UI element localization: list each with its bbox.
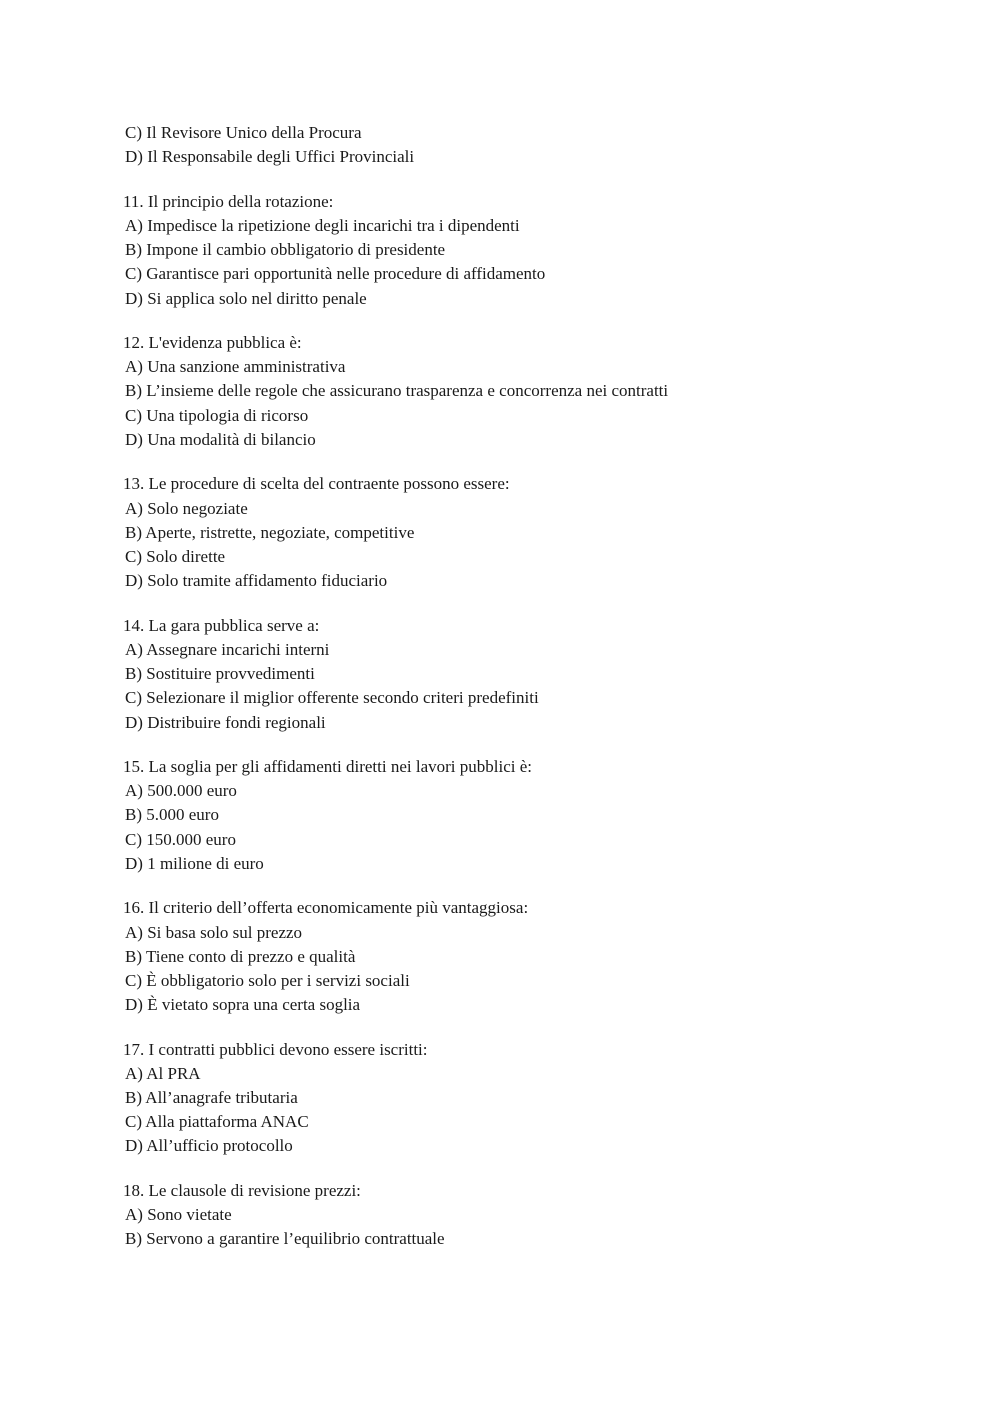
option-c: C) Il Revisore Unico della Procura: [125, 123, 362, 142]
question-text: 18. Le clausole di revisione prezzi:: [123, 1181, 361, 1201]
option-a: A) Una sanzione amministrativa: [125, 357, 346, 377]
option-c: C) Alla piattaforma ANAC: [125, 1112, 309, 1132]
option-b: B) Aperte, ristrette, negoziate, competitive: [125, 522, 415, 542]
option-d: D) Solo tramite affidamento fiduciario: [125, 571, 388, 591]
option-c: C) Garantisce pari opportunità nelle procedure di affidamento: [125, 264, 546, 284]
option-a: A) Impedisce la ripetizione degli incarichi tra i dipendenti: [125, 215, 520, 235]
question-18: [123, 1179, 883, 1252]
option-d: D) Il Responsabile degli Uffici Provinciali: [125, 147, 415, 167]
option-d: D) Una modalità di bilancio: [125, 429, 316, 449]
question-text: 12. L'evidenza pubblica è:: [123, 333, 302, 353]
question-text: 17. I contratti pubblici devono essere iscritti:: [123, 1039, 428, 1059]
quiz-content: [123, 121, 883, 1272]
question-16: [123, 896, 883, 1017]
option-b: B) All’anagrafe tributaria: [125, 1088, 298, 1108]
option-c: C) Solo dirette: [125, 546, 226, 566]
option-b: B) Tiene conto di prezzo e qualità: [125, 946, 356, 966]
option-a: A) Assegnare incarichi interni: [125, 639, 330, 659]
option-a: A) Si basa solo sul prezzo: [125, 922, 303, 942]
option-b: B) Servono a garantire l’equilibrio contrattuale: [125, 1229, 445, 1249]
option-c: C) Una tipologia di ricorso: [125, 405, 309, 425]
option-a: A) 500.000 euro: [125, 781, 237, 801]
question-14: [123, 614, 883, 735]
option-a: A) Al PRA: [125, 1063, 201, 1083]
question-text: 16. Il criterio dell’offerta economicamente più vantaggiosa:: [123, 898, 529, 918]
option-c: C) Selezionare il miglior offerente secondo criteri predefiniti: [125, 688, 539, 708]
option-b: B) 5.000 euro: [125, 805, 219, 825]
question-17: [123, 1038, 883, 1159]
question-12: [123, 331, 883, 452]
question-text: 13. Le procedure di scelta del contraente possono essere:: [123, 474, 510, 494]
option-b: B) Impone il cambio obbligatorio di presidente: [125, 240, 446, 260]
option-d: D) All’ufficio protocollo: [125, 1136, 293, 1156]
question-text: 14. La gara pubblica serve a:: [123, 615, 320, 635]
option-b: B) L’insieme delle regole che assicurano trasparenza e concorrenza nei contratti: [125, 381, 669, 401]
carryover-options: [123, 121, 883, 169]
option-d: D) 1 milione di euro: [125, 853, 264, 873]
option-d: D) È vietato sopra una certa soglia: [125, 995, 361, 1015]
option-a: A) Sono vietate: [125, 1205, 232, 1225]
option-d: D) Si applica solo nel diritto penale: [125, 288, 367, 308]
option-a: A) Solo negoziate: [125, 498, 248, 518]
option-c: C) È obbligatorio solo per i servizi sociali: [125, 970, 410, 990]
question-11: [123, 190, 883, 311]
option-d: D) Distribuire fondi regionali: [125, 712, 326, 732]
question-13: [123, 472, 883, 593]
question-15: [123, 755, 883, 876]
option-b: B) Sostituire provvedimenti: [125, 664, 315, 684]
question-text: 15. La soglia per gli affidamenti diretti nei lavori pubblici è:: [123, 757, 532, 777]
question-text: 11. Il principio della rotazione:: [123, 191, 334, 211]
option-c: C) 150.000 euro: [125, 829, 236, 849]
